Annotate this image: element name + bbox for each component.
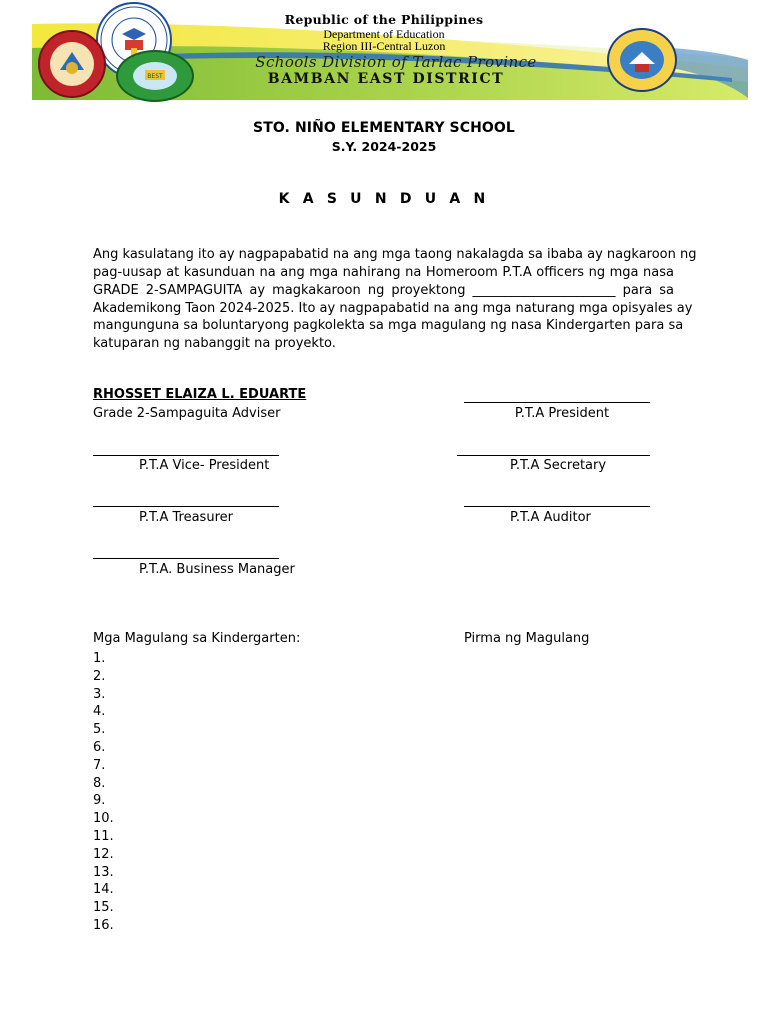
president-label: P.T.A President [514,406,610,421]
paragraph-line: Ang kasulatang ito ay nagpapabatid na ang mga taong nakalagda sa ibaba ay nagkaroon ng [93,247,697,262]
school-year: S.Y. 2024-2025 [331,139,437,154]
paragraph-line: pag-uusap at kasunduan na ang mga nahirang na Homeroom P.T.A officers ng mga nasa [93,265,674,280]
treasurer-label: P.T.A Treasurer [139,510,233,525]
school-name: STO. NIÑO ELEMENTARY SCHOOL [253,120,515,136]
parent-number-item: 10. [93,811,114,827]
parent-number-item: 7. [93,757,106,773]
secretary-label: P.T.A Secretary [510,458,607,473]
parent-number-item: 9. [93,793,106,809]
parent-number-item: 13. [93,864,114,880]
paragraph-line: Akademikong Taon 2024-2025. Ito ay nagpapabatid na ang mga naturang mga opisyales ay [93,301,693,316]
header-banner [0,0,768,104]
parent-number-item: 2. [93,668,106,684]
parent-number-item: 8. [93,775,106,791]
vice-president-signature-line [93,455,279,456]
region-heading: Region III-Central Luzon [322,39,446,53]
department-heading: Department of Education [323,27,445,41]
secretary-signature-line [457,455,650,456]
paragraph-line: katuparan ng nabanggit na proyekto. [93,336,336,351]
treasurer-signature-line [93,506,279,507]
parent-number-item: 15. [93,900,114,916]
parent-number-item: 12. [93,846,114,862]
parent-number-item: 5. [93,722,106,738]
parent-number-item: 3. [93,686,106,702]
parents-number-list [93,650,114,935]
parent-number-item: 1. [93,651,106,666]
parents-heading: Mga Magulang sa Kindergarten: [93,631,301,646]
parent-number-item: 6. [93,739,106,755]
paragraph-line: mangunguna sa boluntaryong pagkolekta sa mga magulang ng nasa Kindergarten para sa [93,318,684,333]
parent-number-item: 4. [93,704,106,720]
adviser-name: RHOSSET ELAIZA L. EDUARTE [93,387,307,402]
president-signature-line [464,402,650,403]
parent-number-item: 14. [93,882,114,898]
vice-president-label: P.T.A Vice- President [139,458,270,473]
parent-number-item: 11. [93,828,114,844]
division-heading: Schools Division of Tarlac Province [255,53,537,71]
business-manager-label: P.T.A. Business Manager [139,562,295,577]
auditor-signature-line [464,506,650,507]
auditor-label: P.T.A Auditor [510,510,591,525]
parent-number-item: 16. [93,917,114,933]
republic-heading: Republic of the Philippines [284,12,484,27]
svg-text:BEST: BEST [147,73,163,80]
business-manager-signature-line [93,558,279,559]
paragraph-line: GRADE 2-SAMPAGUITA ay magkakaroon ng proyektong ______________________ para sa [93,283,674,298]
district-heading: BAMBAN EAST DISTRICT [267,71,505,87]
adviser-role: Grade 2-Sampaguita Adviser [93,406,281,421]
signature-heading: Pirma ng Magulang [464,631,590,646]
document-title: K A S U N D U A N [278,191,490,207]
